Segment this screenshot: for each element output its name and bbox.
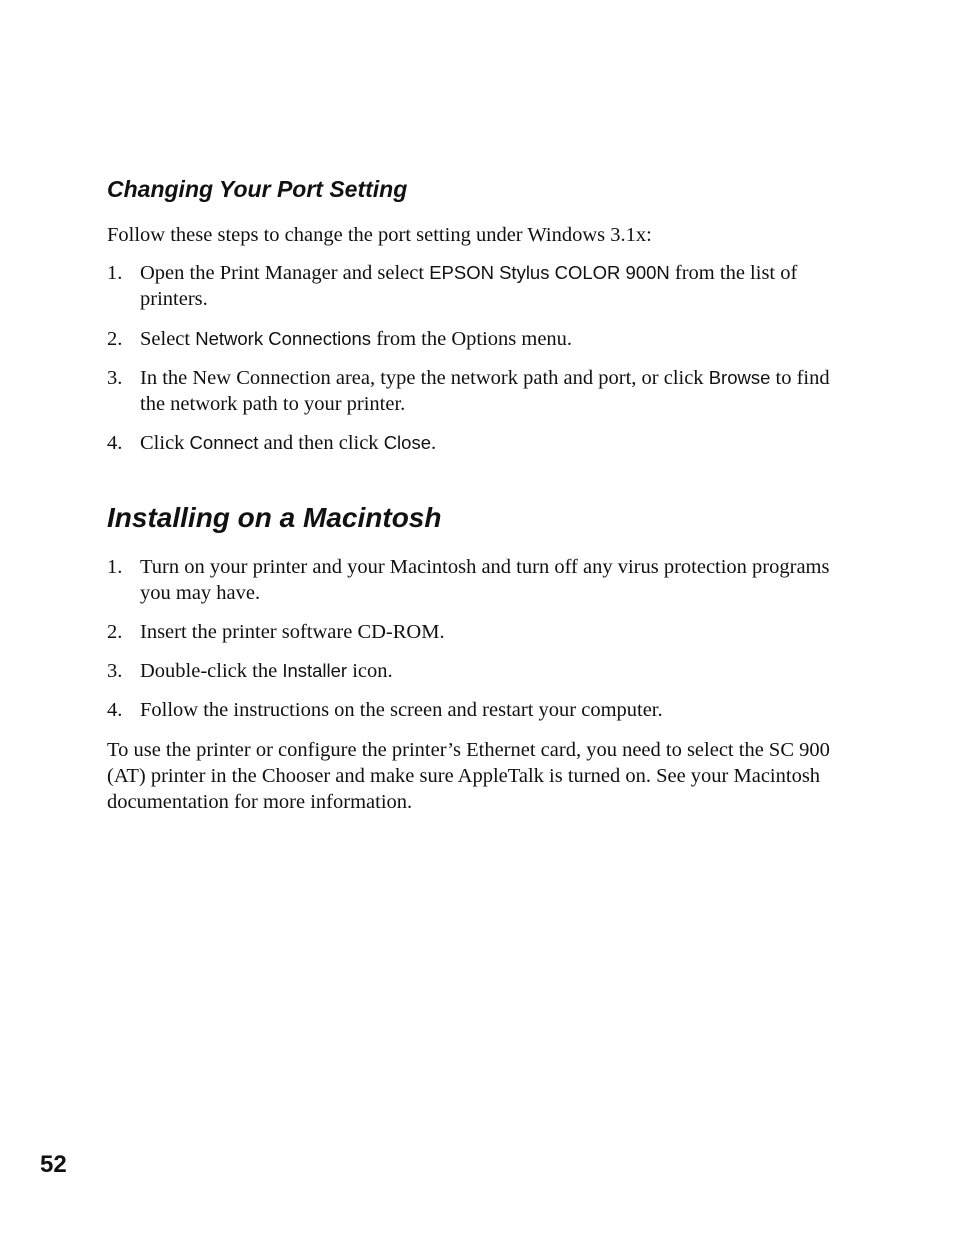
- list-number: 3.: [107, 660, 123, 682]
- list-number: 2.: [107, 328, 123, 350]
- list-number: 1.: [107, 262, 123, 284]
- list-item: 3. Double-click the Installer icon.: [107, 660, 393, 682]
- intro-paragraph: Follow these steps to change the port setting under Windows 3.1x:: [107, 224, 652, 246]
- ui-term: EPSON Stylus COLOR 900N: [429, 262, 670, 283]
- ui-term: Network Connections: [195, 328, 372, 349]
- list-item: 2. Insert the printer software CD-ROM.: [107, 621, 445, 643]
- list-number: 2.: [107, 621, 123, 643]
- list-number: 4.: [107, 699, 123, 721]
- ui-term: Installer: [282, 660, 348, 681]
- ui-term: Browse: [708, 367, 771, 388]
- list-item: 1. Open the Print Manager and select EPSON Stylus COLOR 900N from the list of printers.: [107, 262, 798, 310]
- ui-term: Connect: [189, 432, 259, 453]
- section-heading-macintosh: Installing on a Macintosh: [107, 502, 442, 533]
- list-item: 3. In the New Connection area, type the network path and port, or click Browse to find the network path to your printer.: [107, 367, 830, 415]
- closing-paragraph: To use the printer or configure the printer’s Ethernet card, you need to select the SC 900 (AT) printer in the Chooser and make sure AppleTalk is turned on. See your Macintosh documentation for more information.: [107, 739, 830, 813]
- list-number: 3.: [107, 367, 123, 389]
- list-item: 4. Follow the instructions on the screen and restart your computer.: [107, 699, 663, 721]
- list-number: 1.: [107, 556, 123, 578]
- section-heading-port-setting: Changing Your Port Setting: [107, 176, 408, 202]
- list-item: 4. Click Connect and then click Close.: [107, 432, 437, 454]
- list-item: 2. Select Network Connections from the Options menu.: [107, 328, 573, 350]
- list-item: 1. Turn on your printer and your Macintosh and turn off any virus protection programs you may have.: [107, 556, 830, 604]
- page-number: 52: [40, 1151, 67, 1178]
- ui-term: Close: [383, 432, 431, 453]
- list-number: 4.: [107, 432, 123, 454]
